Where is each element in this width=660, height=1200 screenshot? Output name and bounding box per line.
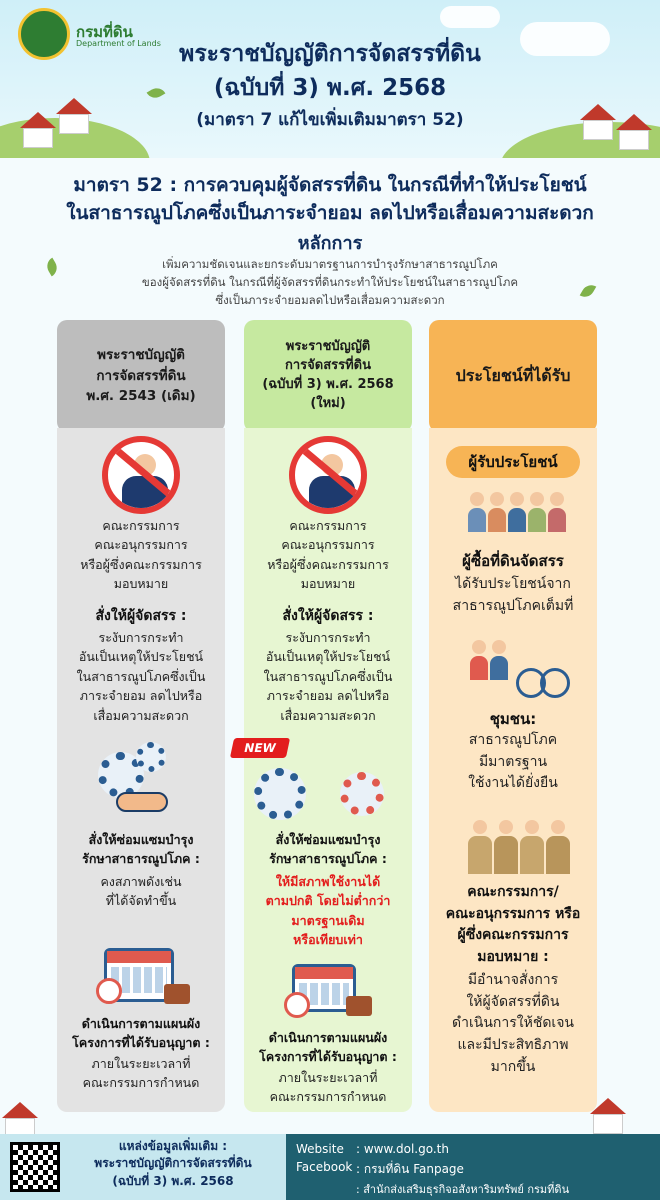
hand-icon (116, 792, 168, 812)
house-icon (590, 1098, 626, 1134)
page-subtitle: (มาตรา 7 แก้ไขเพิ่มเติมมาตรา 52) (196, 110, 464, 130)
footer-source: แหล่งข้อมูลเพิ่มเติม : พระราชบัญญัติการจัดสรรที่ดิน (ฉบับที่ 3) พ.ศ. 2568 (94, 1139, 252, 1188)
committee-title: คณะกรรมการ/ คณะอนุกรรมการ หรือ ผู้ซึ่งคณะกรรมการ มอบหมาย : (445, 884, 581, 966)
website-link[interactable]: : www.dol.go.th (356, 1142, 449, 1156)
improvement-gear-icon (340, 772, 384, 816)
column-old-head-line: พระราชบัญญัติ (97, 346, 185, 363)
briefcase-icon (346, 996, 372, 1016)
column-new-head-line: (ฉบับที่ 3) พ.ศ. 2568 (262, 377, 394, 392)
committee-text: มีอำนาจสั่งการ ให้ผู้จัดสรรที่ดิน ดำเนินการให้ชัดเจน และมีประสิทธิภาพ มากขึ้น (452, 972, 574, 1075)
page-title-line1: พระราชบัญญัติการจัดสรรที่ดิน (179, 41, 481, 67)
house-icon (2, 1102, 38, 1138)
clock-icon (284, 992, 310, 1018)
column-new-head-line: การจัดสรรที่ดิน (284, 358, 371, 374)
column-new-law-header (244, 320, 412, 432)
qr-code[interactable] (10, 1142, 60, 1192)
column-new-head-line: (ใหม่) (310, 395, 346, 411)
column-benefit-head: ประโยชน์ที่ได้รับ (455, 365, 571, 385)
principle-text: ซึ่งเป็นภาระจำยอมลดไปหรือเสื่อมความสะดวก (215, 293, 445, 307)
authority-text: คณะกรรมการ คณะอนุกรรมการ หรือผู้ซึ่งคณะกรรมการ มอบหมาย (267, 518, 389, 592)
repair-title: สั่งให้ซ่อมแซมบำรุง รักษาสาธารณูปโภค : (269, 832, 387, 867)
website-label: Website (296, 1142, 344, 1156)
prohibited-official-icon (102, 436, 180, 514)
column-benefit-header (429, 320, 597, 432)
order-text: ระงับการกระทำ อันเป็นเหตุให้ประโยชน์ ในสาธารณูปโภคซึ่งเป็น ภาระจำยอม ลดไปหรือ เสื่อมความสะดวก (76, 630, 206, 723)
bicycle-icon (540, 668, 570, 698)
principle-text: เพิ่มความชัดเจนและยกระดับมาตรฐานการบำรุงรักษาสาธารณูปโภค (162, 257, 498, 271)
clock-icon (96, 978, 122, 1004)
buyer-text: ได้รับประโยชน์จาก สาธารณูปโภคเต็มที่ (452, 576, 574, 614)
column-new-head-line: พระราชบัญญัติ (285, 339, 371, 355)
plan-title: ดำเนินการตามแผนผัง โครงการที่ได้รับอนุญาต : (72, 1016, 210, 1051)
officials-group-icon (468, 820, 570, 860)
order-title: สั่งให้ผู้จัดสรร : (95, 608, 187, 624)
facebook-label: Facebook (296, 1160, 353, 1174)
gear-icon (136, 742, 166, 772)
buyers-group-icon (468, 492, 566, 532)
buyer-title: ผู้ซื้อที่ดินจัดสรร (462, 552, 564, 570)
community-title: ชุมชน: (489, 710, 537, 728)
community-text: สาธารณูปโภค มีมาตรฐาน ใช้งานได้ยั่งยืน (468, 732, 558, 792)
column-old-law-header (57, 320, 225, 432)
logo-text-thai: กรมที่ดิน (76, 23, 133, 41)
column-old-head-line: พ.ศ. 2543 (เดิม) (86, 388, 196, 405)
order-text: ระงับการกระทำ อันเป็นเหตุให้ประโยชน์ ในสาธารณูปโภคซึ่งเป็น ภาระจำยอม ลดไปหรือ เสื่อมความสะดวก (263, 630, 393, 723)
plan-text: ภายในระยะเวลาที่ คณะกรรมการกำหนด (82, 1056, 200, 1091)
prohibited-official-icon (289, 436, 367, 514)
repair-text-highlight: ให้มีสภาพใช้งานได้ ตามปกติ โดยไม่ต่ำกว่า มาตรฐานเดิม หรือเทียบเท่า (265, 874, 391, 948)
repair-text: คงสภาพดังเช่น ที่ได้จัดทำขึ้น (100, 874, 182, 909)
plan-title: ดำเนินการตามแผนผัง โครงการที่ได้รับอนุญาต : (259, 1030, 397, 1065)
cloud-decoration (440, 6, 500, 28)
wrench-gear-icon (254, 768, 306, 820)
facebook-link[interactable]: : กรมที่ดิน Fanpage (356, 1162, 464, 1176)
community-activity-icon (470, 640, 508, 680)
logo-text-english: Department of Lands (76, 39, 161, 48)
office-name: : สำนักส่งเสริมธุรกิจอสังหาริมทรัพย์ กรมที่ดิน (356, 1183, 570, 1196)
authority-text: คณะกรรมการ คณะอนุกรรมการ หรือผู้ซึ่งคณะกรรมการ มอบหมาย (80, 518, 202, 592)
principle-title: หลักการ (297, 233, 363, 254)
new-badge: NEW (230, 738, 290, 758)
repair-title: สั่งให้ซ่อมแซมบำรุง รักษาสาธารณูปโภค : (82, 832, 200, 867)
column-old-head-line: การจัดสรรที่ดิน (96, 367, 186, 384)
plan-text: ภายในระยะเวลาที่ คณะกรรมการกำหนด (269, 1070, 387, 1105)
principle-text: ของผู้จัดสรรที่ดิน ในกรณีที่ผู้จัดสรรที่ดินกระทำให้ประโยชน์ในสาธารณูปโภค (141, 275, 519, 289)
beneficiary-pill: ผู้รับประโยชน์ (446, 446, 580, 478)
section-heading-line2: ในสาธารณูปโภคซึ่งเป็นภาระจำยอม ลดไปหรือเสื่อมความสะดวก (66, 202, 594, 224)
section-heading-line1: มาตรา 52 : การควบคุมผู้จัดสรรที่ดิน ในกรณีที่ทำให้ประโยชน์ (73, 174, 587, 196)
briefcase-icon (164, 984, 190, 1004)
page-title-line2: (ฉบับที่ 3) พ.ศ. 2568 (213, 75, 447, 101)
order-title: สั่งให้ผู้จัดสรร : (282, 608, 374, 624)
